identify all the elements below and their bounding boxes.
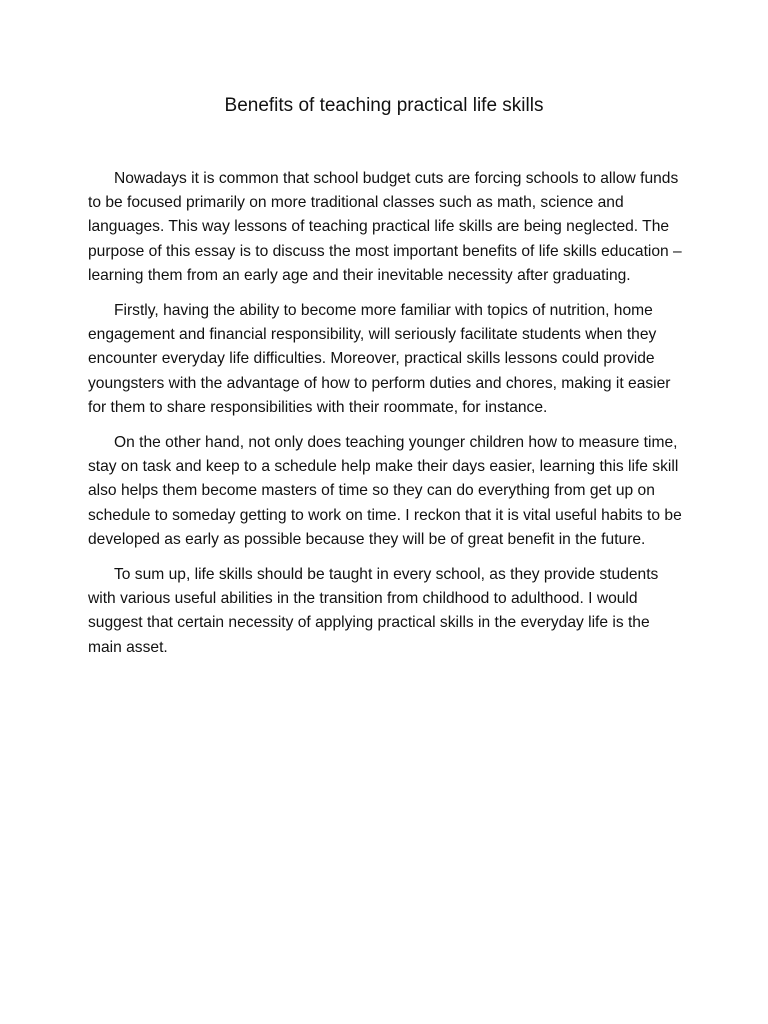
paragraph-conclusion: To sum up, life skills should be taught in every school, as they provide students with various useful abilities in the transition from childhood to adulthood. I would suggest that certain necessity of applying practical skills in the everyday life is the main asset. [88, 566, 659, 656]
document-body [88, 167, 682, 671]
paragraph-firstly: Firstly, having the ability to become more familiar with topics of nutrition, home engagement and financial responsibility, will seriously facilitate students when they encounter everyday life difficulties. Moreover, practical skills lessons could provide youngsters with the advantage of how to perform duties and chores, making it easier for them to share responsibilities with their roommate, for instance. [88, 302, 671, 416]
document-title: Benefits of teaching practical life skills [224, 95, 544, 116]
paragraph-intro: Nowadays it is common that school budget cuts are forcing schools to allow funds to be focused primarily on more traditional classes such as math, science and languages. This way lessons of teaching practical life skills are being neglected. The purpose of this essay is to discuss the most important benefits of life skills education – learning them from an early age and their inevitable necessity after graduating. [88, 170, 682, 284]
paragraph-other-hand: On the other hand, not only does teaching younger children how to measure time, stay on task and keep to a schedule help make their days easier, learning this life skill also helps them become masters of time so they can do everything from get up on schedule to someday getting to work on time. I reckon that it is vital useful habits to be developed as early as possible because they will be of great benefit in the future. [88, 434, 682, 548]
